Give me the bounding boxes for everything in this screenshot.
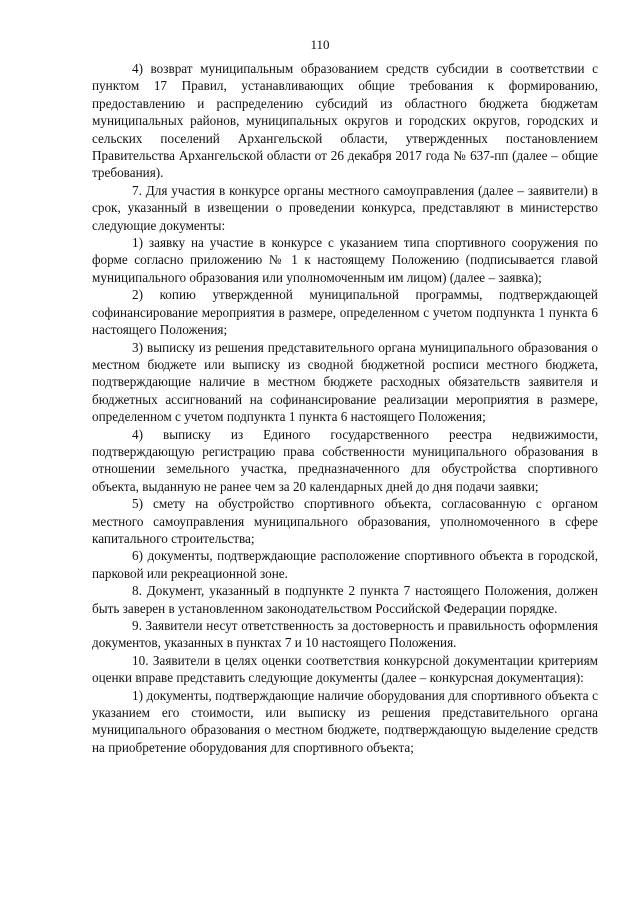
paragraph-7-3-budget-extract: 3) выписку из решения представительного органа муниципального образования о местном бюджете или выписку из сводной бюджетной росписи местного бюджета, подтверждающие наличие в местном бюджете расходных обязательств заявителя и бюджетных ассигнований на софинансирование реализации мероприятия в размере, определенном с учетом подпункта 1 пункта 6 настоящего Положения;: [92, 339, 598, 425]
paragraph-7-1-application: 1) заявку на участие в конкурсе с указанием типа спортивного сооружения по форме согласно приложению № 1 к настоящему Положению (подписывается главой муниципального образования или уполномоченным им лицом) (далее – заявка);: [92, 235, 598, 285]
paragraph-10-1-equipment-documents: 1) документы, подтверждающие наличие оборудования для спортивного объекта с указанием его стоимости, или выписку из решения представительного органа муниципального образования о местном бюджете, подтверждающую выделение средств на приобретение оборудования для спортивного объекта;: [92, 687, 598, 755]
page-number: 110: [310, 37, 330, 52]
paragraph-7-2-program-copy: 2) копию утвержденной муниципальной программы, подтверждающей софинансирование мероприятия в размере, определенном с учетом подпункта 1 пункта 6 настоящего Положения;: [92, 287, 598, 338]
paragraph-10-competition-documents: 10. Заявители в целях оценки соответствия конкурсной документации критериям оценки вправе представить следующие документы (далее – конкурсная документация):: [92, 652, 598, 686]
paragraph-4-refund: 4) возврат муниципальным образованием средств субсидии в соответствии с пунктом 17 Правил, устанавливающих общие требования к формированию, предоставлению и распределению субсидий из областного бюджета бюджетам муниципальных районов, муниципальных округов и городских округов, городских и сельских поселений Архангельской области, утвержденных постановлением Правительства Архангельской области от 26 декабря 2017 года № 637-пп (далее – общие требования).: [92, 61, 598, 181]
paragraph-9-responsibility: 9. Заявители несут ответственность за достоверность и правильность оформления документов, указанных в пунктах 7 и 10 настоящего Положения.: [92, 618, 598, 651]
paragraph-7-participation: 7. Для участия в конкурсе органы местного самоуправления (далее – заявители) в срок, указанный в извещении о проведении конкурса, представляют в министерство следующие документы:: [92, 182, 598, 233]
paragraph-7-5-estimate: 5) смету на обустройство спортивного объекта, согласованную с органом местного самоуправления муниципального образования, уполномоченного в сфере капитального строительства;: [92, 496, 598, 546]
paragraph-8-certification: 8. Документ, указанный в подпункте 2 пункта 7 настоящего Положения, должен быть заверен в установленном законодательством Российской Федерации порядке.: [92, 583, 598, 616]
paragraph-7-6-location-documents: 6) документы, подтверждающие расположение спортивного объекта в городской, парковой или рекреационной зоне.: [92, 548, 598, 581]
paragraph-7-4-registry-extract: 4) выписку из Единого государственного реестра недвижимости, подтверждающую регистрацию права собственности муниципального образования в отношении земельного участка, предназначенного для обустройства спортивного объекта, выданную не ранее чем за 20 календарных дней до дня подачи заявки;: [92, 426, 598, 494]
document-body: [92, 60, 598, 756]
